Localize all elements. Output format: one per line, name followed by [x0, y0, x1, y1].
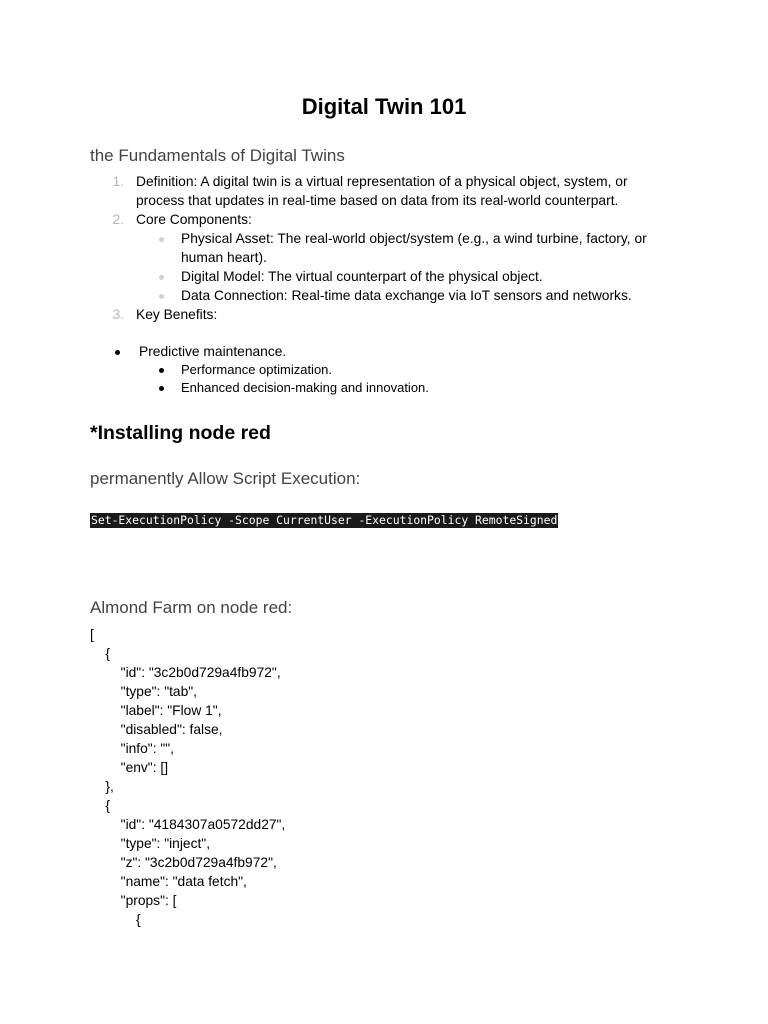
- bullet-icon: [159, 275, 164, 280]
- bullet-icon: [159, 237, 164, 242]
- json-line: },: [90, 779, 114, 794]
- benefit-predictive-maintenance: Predictive maintenance.: [139, 344, 287, 359]
- benefit-performance-optimization: Performance optimization.: [181, 362, 333, 377]
- benefit-decision-making: Enhanced decision-making and innovation.: [181, 380, 429, 395]
- definition-line-2: process that updates in real-time based on data from its real-world counterpart.: [136, 193, 619, 208]
- json-line: {: [90, 646, 110, 661]
- json-line: "name": "data fetch",: [90, 874, 247, 889]
- subheading-script-execution: permanently Allow Script Execution:: [90, 469, 361, 488]
- physical-asset-line-2: human heart).: [181, 250, 267, 265]
- digital-model-line: Digital Model: The virtual counterpart of the physical object.: [181, 269, 543, 284]
- json-line: "id": "4184307a0572dd27",: [90, 817, 286, 832]
- json-line: "type": "tab",: [90, 684, 198, 699]
- list-number-2: 2.: [112, 212, 124, 227]
- data-connection-line: Data Connection: Real-time data exchange via IoT sensors and networks.: [181, 288, 632, 303]
- bullet-icon: [159, 386, 164, 391]
- bullet-icon: [159, 294, 164, 299]
- core-components-label: Core Components:: [136, 212, 252, 227]
- list-number-1: 1.: [112, 174, 124, 189]
- json-line: [: [90, 627, 94, 642]
- json-line: "type": "inject",: [90, 836, 211, 851]
- key-benefits-label: Key Benefits:: [136, 307, 218, 322]
- powershell-command: Set-ExecutionPolicy -Scope CurrentUser -ExecutionPolicy RemoteSigned: [91, 513, 558, 527]
- json-line: "info": "",: [90, 741, 175, 756]
- json-line: {: [90, 912, 141, 927]
- section-heading-installing: *Installing node red: [90, 422, 271, 444]
- definition-line-1: Definition: A digital twin is a virtual representation of a physical object, system, or: [136, 174, 628, 189]
- json-line: {: [90, 798, 110, 813]
- json-line: "id": "3c2b0d729a4fb972",: [90, 665, 281, 680]
- document-title: Digital Twin 101: [301, 94, 467, 119]
- section-heading-fundamentals: the Fundamentals of Digital Twins: [90, 146, 345, 165]
- bullet-icon: [159, 368, 164, 373]
- json-line: "z": "3c2b0d729a4fb972",: [90, 855, 277, 870]
- bullet-icon: [115, 350, 120, 355]
- json-line: "props": [: [90, 893, 177, 908]
- physical-asset-line-1: Physical Asset: The real-world object/system (e.g., a wind turbine, factory, or: [181, 231, 647, 246]
- list-number-3: 3.: [112, 307, 124, 322]
- json-line: "env": []: [90, 760, 169, 775]
- json-line: "label": "Flow 1",: [90, 703, 222, 718]
- json-line: "disabled": false,: [90, 722, 223, 737]
- section-heading-almond-farm: Almond Farm on node red:: [90, 598, 293, 617]
